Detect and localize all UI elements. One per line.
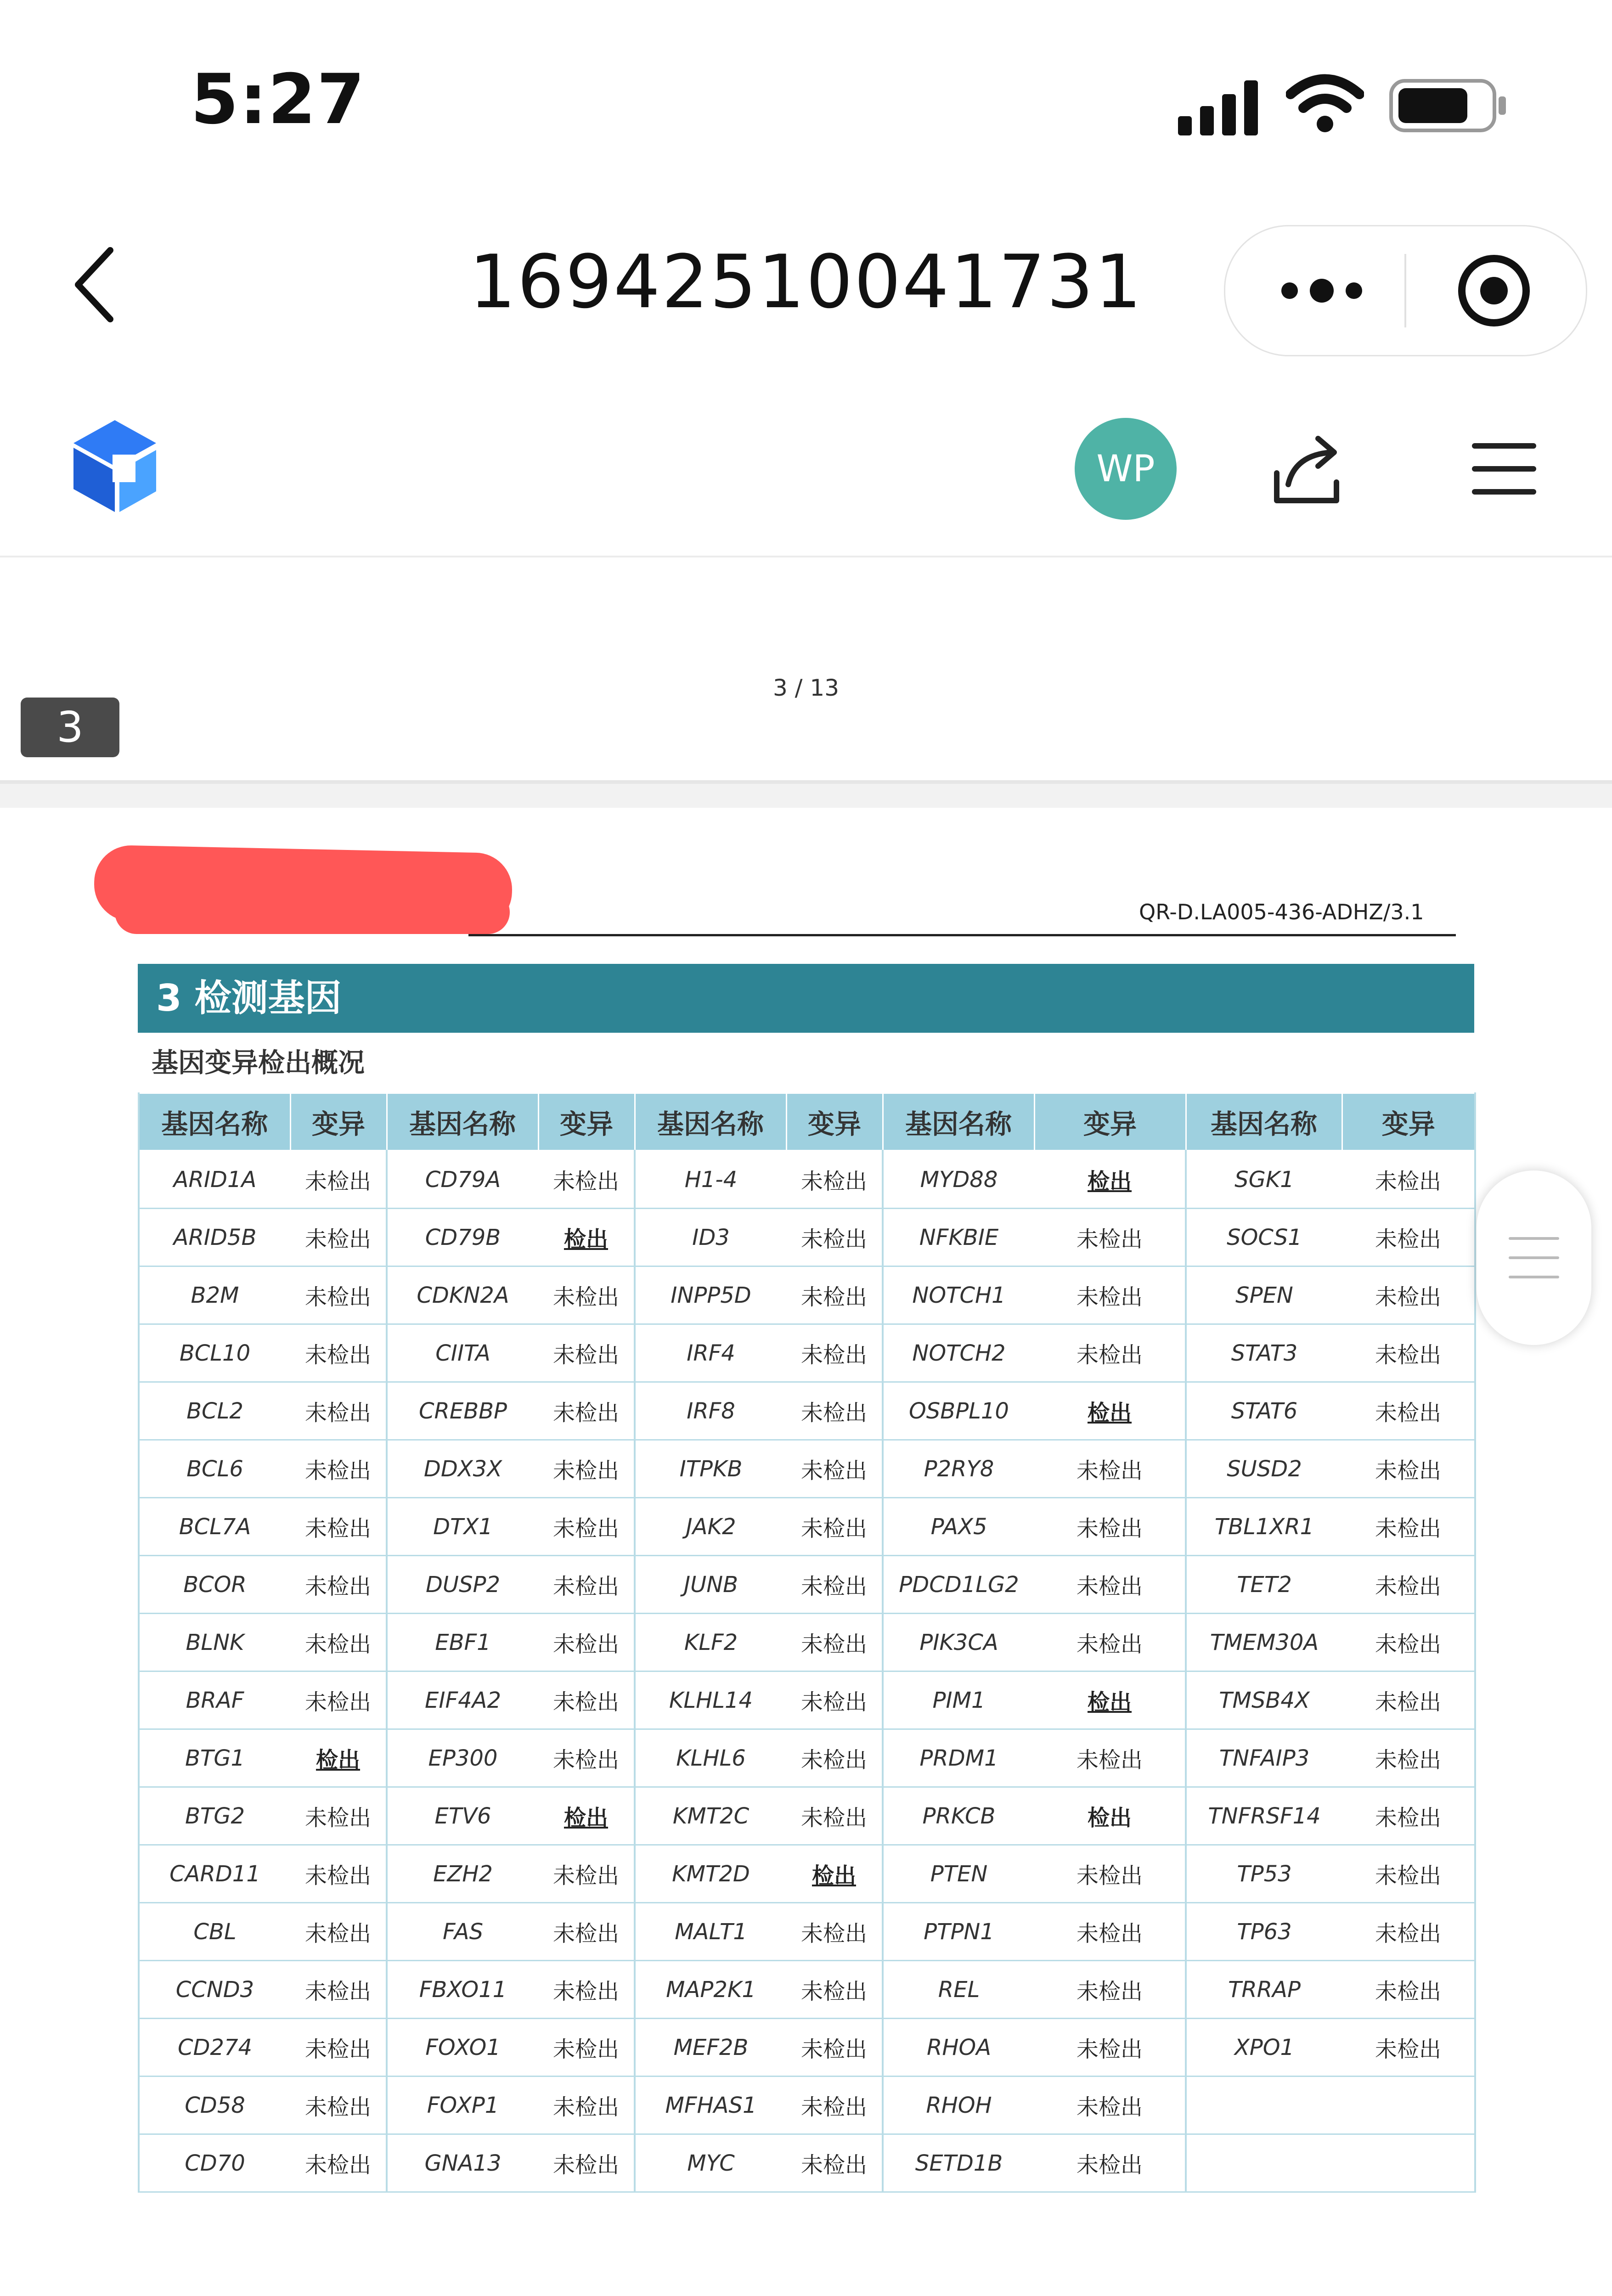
variant-status-cell: 检出 — [786, 1845, 883, 1903]
gene-name-cell: NFKBIE — [883, 1209, 1034, 1266]
column-header-variant: 变异 — [538, 1093, 635, 1151]
gene-name-cell: DTX1 — [387, 1498, 538, 1556]
gene-name-cell: BLNK — [139, 1614, 290, 1671]
variant-status-cell: 未检出 — [1342, 2019, 1475, 2077]
variant-status-cell: 未检出 — [1034, 1209, 1186, 1266]
variant-status-cell: 未检出 — [290, 1961, 387, 2019]
gene-name-cell: BTG1 — [139, 1729, 290, 1787]
page-3-number: 3 / 13 — [772, 675, 840, 701]
variant-status-cell: 未检出 — [1342, 1324, 1475, 1382]
gene-name-cell: BCL6 — [139, 1440, 290, 1498]
variant-status-cell: 未检出 — [1034, 1903, 1186, 1961]
document-viewer[interactable] — [0, 557, 1612, 2296]
variant-status-cell: 未检出 — [786, 1556, 883, 1614]
capsule-divider — [1404, 254, 1406, 327]
variant-status-cell: 检出 — [1034, 1151, 1186, 1209]
miniprogram-capsule — [1224, 225, 1587, 356]
gene-name-cell: MALT1 — [635, 1903, 786, 1961]
variant-status-cell: 未检出 — [786, 1498, 883, 1556]
gene-name-cell: RHOA — [883, 2019, 1034, 2077]
gene-name-cell: TNFRSF14 — [1186, 1787, 1342, 1845]
variant-status-cell: 未检出 — [1034, 2077, 1186, 2134]
variant-status-cell: 检出 — [1034, 1382, 1186, 1440]
gene-detection-section — [138, 964, 1474, 2193]
variant-status-cell: 未检出 — [538, 1151, 635, 1209]
variant-status-cell: 未检出 — [786, 2019, 883, 2077]
variant-status-cell: 未检出 — [1342, 1498, 1475, 1556]
table-row — [139, 2134, 1475, 2192]
variant-status-cell: 未检出 — [290, 1266, 387, 1324]
gene-name-cell: STAT3 — [1186, 1324, 1342, 1382]
gene-name-cell: TRRAP — [1186, 1961, 1342, 2019]
variant-status-cell: 未检出 — [538, 1671, 635, 1729]
gene-name-cell: TMEM30A — [1186, 1614, 1342, 1671]
gene-name-cell: GNA13 — [387, 2134, 538, 2192]
variant-status-cell: 未检出 — [290, 1382, 387, 1440]
table-row — [139, 1440, 1475, 1498]
variant-status-cell: 未检出 — [1342, 1614, 1475, 1671]
variant-status-cell: 未检出 — [538, 2077, 635, 2134]
gene-name-cell: KMT2C — [635, 1787, 786, 1845]
cellular-signal-icon — [1178, 80, 1261, 135]
variant-status-cell: 未检出 — [786, 1266, 883, 1324]
variant-status-cell: 未检出 — [1342, 1729, 1475, 1787]
variant-status-cell: 未检出 — [786, 2077, 883, 2134]
status-time: 5:27 — [191, 60, 366, 140]
gene-name-cell: CREBBP — [387, 1382, 538, 1440]
column-header-gene: 基因名称 — [139, 1093, 290, 1151]
variant-status-cell: 未检出 — [1034, 1729, 1186, 1787]
variant-status-cell: 未检出 — [1342, 1845, 1475, 1903]
gene-name-cell: BCOR — [139, 1556, 290, 1614]
variant-status-cell: 未检出 — [786, 1209, 883, 1266]
variant-status-cell: 检出 — [290, 1729, 387, 1787]
variant-status-cell: 未检出 — [786, 1787, 883, 1845]
gene-name-cell: TP63 — [1186, 1903, 1342, 1961]
gene-name-cell: BCL10 — [139, 1324, 290, 1382]
battery-icon — [1389, 78, 1509, 133]
gene-name-cell: TBL1XR1 — [1186, 1498, 1342, 1556]
share-icon[interactable] — [1268, 427, 1350, 510]
variant-status-cell: 未检出 — [290, 1787, 387, 1845]
gene-name-cell: PAX5 — [883, 1498, 1034, 1556]
gene-name-cell: INPP5D — [635, 1266, 786, 1324]
gene-name-cell: FOXO1 — [387, 2019, 538, 2077]
gene-name-cell: EBF1 — [387, 1614, 538, 1671]
variant-status-cell: 未检出 — [538, 1729, 635, 1787]
variant-status-cell: 未检出 — [1342, 1556, 1475, 1614]
gene-name-cell: DDX3X — [387, 1440, 538, 1498]
variant-status-cell: 未检出 — [290, 1671, 387, 1729]
gene-name-cell: NOTCH2 — [883, 1324, 1034, 1382]
table-header-row — [139, 1093, 1475, 1151]
wps-toolbar — [0, 395, 1612, 557]
gene-variant-table — [138, 1092, 1476, 2193]
gene-name-cell: CARD11 — [139, 1845, 290, 1903]
gene-name-cell: STAT6 — [1186, 1382, 1342, 1440]
gene-name-cell: TMSB4X — [1186, 1671, 1342, 1729]
gene-name-cell: SGK1 — [1186, 1151, 1342, 1209]
table-row — [139, 1729, 1475, 1787]
gene-name-cell: CIITA — [387, 1324, 538, 1382]
variant-status-cell: 未检出 — [290, 1209, 387, 1266]
gene-name-cell: P2RY8 — [883, 1440, 1034, 1498]
section-title: 3 检测基因 — [138, 964, 1474, 1033]
gene-name-cell: PTEN — [883, 1845, 1034, 1903]
table-row — [139, 1382, 1475, 1440]
variant-status-cell: 未检出 — [1034, 2019, 1186, 2077]
variant-status-cell: 未检出 — [538, 1324, 635, 1382]
table-row — [139, 1266, 1475, 1324]
variant-status-cell: 未检出 — [538, 1266, 635, 1324]
gene-name-cell: EIF4A2 — [387, 1671, 538, 1729]
gene-name-cell: MAP2K1 — [635, 1961, 786, 2019]
table-row — [139, 1961, 1475, 2019]
column-header-gene: 基因名称 — [635, 1093, 786, 1151]
variant-status-cell: 未检出 — [538, 1440, 635, 1498]
gene-name-cell: MFHAS1 — [635, 2077, 786, 2134]
nav-bar — [0, 197, 1612, 372]
gene-name-cell: CD79A — [387, 1151, 538, 1209]
document-title: 16942510041731 — [469, 239, 1143, 325]
variant-status-cell: 未检出 — [1034, 1614, 1186, 1671]
page-3-badge: 3 — [21, 698, 119, 757]
table-row — [139, 1614, 1475, 1671]
variant-status-cell: 未检出 — [786, 1961, 883, 2019]
variant-status-cell: 未检出 — [786, 1614, 883, 1671]
page-header-rule — [468, 934, 1456, 936]
variant-status-cell: 未检出 — [1342, 1671, 1475, 1729]
gene-name-cell: CCND3 — [139, 1961, 290, 2019]
table-row — [139, 1556, 1475, 1614]
status-bar — [0, 0, 1612, 193]
gene-name-cell: B2M — [139, 1266, 290, 1324]
column-header-variant: 变异 — [1342, 1093, 1475, 1151]
gene-name-cell: KMT2D — [635, 1845, 786, 1903]
variant-status-cell: 未检出 — [1342, 1266, 1475, 1324]
variant-status-cell: 未检出 — [1342, 1903, 1475, 1961]
variant-status-cell: 未检出 — [1034, 1498, 1186, 1556]
variant-status-cell: 未检出 — [538, 1382, 635, 1440]
gene-name-cell: TNFAIP3 — [1186, 1729, 1342, 1787]
variant-status-cell: 未检出 — [290, 1556, 387, 1614]
page-3-tail — [0, 557, 1612, 784]
variant-status-cell: 未检出 — [1034, 2134, 1186, 2192]
gene-name-cell: KLF2 — [635, 1614, 786, 1671]
variant-status-cell: 未检出 — [290, 2077, 387, 2134]
gene-name-cell: FAS — [387, 1903, 538, 1961]
gene-name-cell: PTPN1 — [883, 1903, 1034, 1961]
gene-name-cell: TP53 — [1186, 1845, 1342, 1903]
gene-name-cell: JAK2 — [635, 1498, 786, 1556]
gene-name-cell: DUSP2 — [387, 1556, 538, 1614]
gene-name-cell: NOTCH1 — [883, 1266, 1034, 1324]
drag-lines-icon — [1509, 1235, 1559, 1281]
gene-name-cell: PIM1 — [883, 1671, 1034, 1729]
variant-status-cell: 未检出 — [538, 1961, 635, 2019]
gene-name-cell: TET2 — [1186, 1556, 1342, 1614]
gene-name-cell: FOXP1 — [387, 2077, 538, 2134]
table-row — [139, 2077, 1475, 2134]
variant-status-cell: 未检出 — [290, 1845, 387, 1903]
gene-name-cell: CD70 — [139, 2134, 290, 2192]
gene-name-cell: OSBPL10 — [883, 1382, 1034, 1440]
variant-status-cell: 未检出 — [786, 1324, 883, 1382]
variant-status-cell — [1342, 2077, 1475, 2134]
variant-status-cell: 未检出 — [290, 1903, 387, 1961]
variant-status-cell: 未检出 — [1034, 1440, 1186, 1498]
variant-status-cell: 未检出 — [290, 2019, 387, 2077]
gene-name-cell: MYC — [635, 2134, 786, 2192]
gene-name-cell: SOCS1 — [1186, 1209, 1342, 1266]
variant-status-cell: 未检出 — [1034, 1556, 1186, 1614]
gene-name-cell: IRF8 — [635, 1382, 786, 1440]
variant-status-cell: 未检出 — [290, 1498, 387, 1556]
variant-status-cell: 未检出 — [1034, 1324, 1186, 1382]
variant-status-cell: 未检出 — [538, 1556, 635, 1614]
page-4 — [0, 808, 1612, 2296]
gene-name-cell: SPEN — [1186, 1266, 1342, 1324]
gene-name-cell: ARID5B — [139, 1209, 290, 1266]
variant-status-cell: 未检出 — [538, 2019, 635, 2077]
variant-status-cell: 未检出 — [290, 1151, 387, 1209]
gene-name-cell: MEF2B — [635, 2019, 786, 2077]
avatar[interactable]: WP — [1075, 418, 1177, 520]
subsection-title: 基因变异检出概况 — [152, 1047, 365, 1078]
variant-status-cell: 未检出 — [786, 1382, 883, 1440]
variant-status-cell: 未检出 — [1034, 1961, 1186, 2019]
variant-status-cell: 未检出 — [1034, 1266, 1186, 1324]
column-header-variant: 变异 — [290, 1093, 387, 1151]
gene-name-cell: ITPKB — [635, 1440, 786, 1498]
table-row — [139, 2019, 1475, 2077]
gene-name-cell: PRDM1 — [883, 1729, 1034, 1787]
gene-name-cell: CD79B — [387, 1209, 538, 1266]
gene-name-cell: MYD88 — [883, 1151, 1034, 1209]
gene-name-cell: EZH2 — [387, 1845, 538, 1903]
gene-name-cell: ARID1A — [139, 1151, 290, 1209]
gene-name-cell: SETD1B — [883, 2134, 1034, 2192]
gene-name-cell: RHOH — [883, 2077, 1034, 2134]
gene-name-cell: ID3 — [635, 1209, 786, 1266]
variant-status-cell: 未检出 — [1342, 1151, 1475, 1209]
gene-name-cell: IRF4 — [635, 1324, 786, 1382]
gene-name-cell: JUNB — [635, 1556, 786, 1614]
variant-status-cell: 检出 — [538, 1787, 635, 1845]
close-target-icon[interactable] — [1455, 252, 1533, 330]
gene-name-cell: REL — [883, 1961, 1034, 2019]
table-body — [139, 1151, 1475, 2192]
variant-status-cell: 未检出 — [538, 2134, 635, 2192]
variant-status-cell: 未检出 — [1342, 1209, 1475, 1266]
gene-name-cell: XPO1 — [1186, 2019, 1342, 2077]
table-row — [139, 1671, 1475, 1729]
variant-status-cell: 未检出 — [290, 1440, 387, 1498]
table-row — [139, 1903, 1475, 1961]
variant-status-cell: 未检出 — [538, 1614, 635, 1671]
column-header-variant: 变异 — [1034, 1093, 1186, 1151]
gene-name-cell — [1186, 2077, 1342, 2134]
gene-name-cell: KLHL14 — [635, 1671, 786, 1729]
wps-logo-icon — [69, 416, 161, 517]
gene-name-cell — [1186, 2134, 1342, 2192]
variant-status-cell: 检出 — [538, 1209, 635, 1266]
table-row — [139, 1151, 1475, 1209]
table-row — [139, 1209, 1475, 1266]
scroll-handle[interactable] — [1477, 1171, 1591, 1345]
more-dots-icon[interactable] — [1276, 263, 1368, 318]
variant-status-cell: 检出 — [1034, 1787, 1186, 1845]
variant-status-cell: 未检出 — [786, 1671, 883, 1729]
variant-status-cell: 检出 — [1034, 1671, 1186, 1729]
variant-status-cell: 未检出 — [290, 1614, 387, 1671]
gene-name-cell: FBXO11 — [387, 1961, 538, 2019]
variant-status-cell: 未检出 — [1342, 1440, 1475, 1498]
redaction-mark — [115, 890, 510, 934]
table-row — [139, 1787, 1475, 1845]
gene-name-cell: H1-4 — [635, 1151, 786, 1209]
table-row — [139, 1845, 1475, 1903]
column-header-gene: 基因名称 — [883, 1093, 1034, 1151]
variant-status-cell: 未检出 — [786, 1903, 883, 1961]
variant-status-cell: 未检出 — [290, 2134, 387, 2192]
table-row — [139, 1498, 1475, 1556]
document-code: QR-D.LA005-436-ADHZ/3.1 — [1139, 900, 1424, 924]
gene-name-cell: BCL7A — [139, 1498, 290, 1556]
wifi-icon — [1286, 73, 1364, 133]
gene-name-cell: CDKN2A — [387, 1266, 538, 1324]
gene-name-cell: CD58 — [139, 2077, 290, 2134]
column-header-gene: 基因名称 — [387, 1093, 538, 1151]
gene-name-cell: PIK3CA — [883, 1614, 1034, 1671]
variant-status-cell: 未检出 — [1034, 1845, 1186, 1903]
gene-name-cell: BTG2 — [139, 1787, 290, 1845]
variant-status-cell: 未检出 — [538, 1903, 635, 1961]
variant-status-cell: 未检出 — [786, 1729, 883, 1787]
variant-status-cell: 未检出 — [1342, 1382, 1475, 1440]
gene-name-cell: SUSD2 — [1186, 1440, 1342, 1498]
gene-name-cell: CD274 — [139, 2019, 290, 2077]
variant-status-cell: 未检出 — [786, 1151, 883, 1209]
variant-status-cell: 未检出 — [1342, 1961, 1475, 2019]
table-row — [139, 1324, 1475, 1382]
variant-status-cell: 未检出 — [538, 1845, 635, 1903]
gene-name-cell: CBL — [139, 1903, 290, 1961]
gene-name-cell: KLHL6 — [635, 1729, 786, 1787]
gene-name-cell: PRKCB — [883, 1787, 1034, 1845]
variant-status-cell: 未检出 — [538, 1498, 635, 1556]
variant-status-cell: 未检出 — [786, 1440, 883, 1498]
hamburger-menu-icon[interactable] — [1470, 434, 1539, 503]
gene-name-cell: PDCD1LG2 — [883, 1556, 1034, 1614]
column-header-gene: 基因名称 — [1186, 1093, 1342, 1151]
variant-status-cell: 未检出 — [1342, 1787, 1475, 1845]
variant-status-cell: 未检出 — [786, 2134, 883, 2192]
gene-name-cell: ETV6 — [387, 1787, 538, 1845]
gene-name-cell: BRAF — [139, 1671, 290, 1729]
gene-name-cell: EP300 — [387, 1729, 538, 1787]
gene-name-cell: BCL2 — [139, 1382, 290, 1440]
variant-status-cell: 未检出 — [290, 1324, 387, 1382]
variant-status-cell — [1342, 2134, 1475, 2192]
column-header-variant: 变异 — [786, 1093, 883, 1151]
